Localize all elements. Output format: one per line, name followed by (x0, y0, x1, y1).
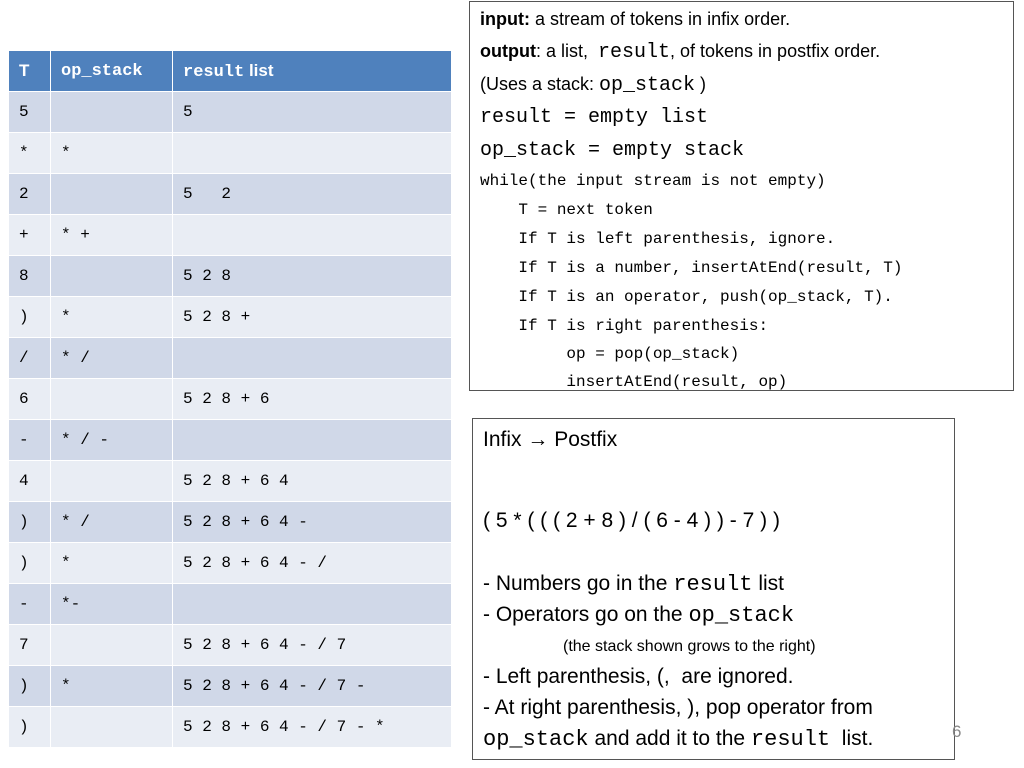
notes-numbers-mono: result (673, 572, 753, 597)
cell-result (173, 215, 452, 256)
cell-result (173, 133, 452, 174)
header-result-tail: list (244, 60, 274, 80)
infix-expression: ( 5 * ( ( ( 2 + 8 ) / ( 6 - 4 ) ) - 7 ) ) (483, 509, 780, 532)
table-row (9, 420, 452, 461)
cell-token: ) (9, 502, 51, 543)
right-arrow-icon: → (527, 428, 549, 451)
table-header-row (9, 51, 452, 92)
notes-title (483, 428, 617, 452)
table-row (9, 133, 452, 174)
algo-input-line (480, 9, 790, 30)
notes-last-a: and add it to the (588, 727, 751, 750)
cell-op-stack: * / (51, 338, 173, 379)
code-line: If T is right parenthesis: (480, 317, 769, 335)
cell-token: + (9, 215, 51, 256)
cell-token: ) (9, 707, 51, 748)
cell-token: ) (9, 297, 51, 338)
code-line: insertAtEnd(result, op) (480, 373, 788, 391)
cell-token: ) (9, 666, 51, 707)
algo-output-text-b: , of tokens in postfix order. (670, 41, 881, 61)
cell-result: 5 2 8 (173, 256, 452, 297)
table-row (9, 338, 452, 379)
cell-result (173, 338, 452, 379)
cell-op-stack: * / - (51, 420, 173, 461)
notes-numbers-a: - Numbers go in the (483, 572, 674, 595)
cell-op-stack (51, 707, 173, 748)
cell-op-stack: * + (51, 215, 173, 256)
cell-op-stack (51, 174, 173, 215)
table-row (9, 502, 452, 543)
table-row (9, 256, 452, 297)
notes-stack-note: (the stack shown grows to the right) (563, 638, 816, 655)
cell-token: 7 (9, 625, 51, 666)
notes-last-mono2: result (750, 727, 831, 752)
algo-input-label: input: (480, 9, 530, 29)
table-row (9, 215, 452, 256)
notes-last-mono: op_stack (483, 727, 589, 752)
cell-token: 4 (9, 461, 51, 502)
notes-numbers-line (483, 572, 784, 597)
cell-token: / (9, 338, 51, 379)
table-row (9, 461, 452, 502)
cell-op-stack (51, 256, 173, 297)
cell-result: 5 2 8 + 6 4 - (173, 502, 452, 543)
notes-left-paren: - Left parenthesis, (, are ignored. (483, 665, 794, 688)
notes-operators-mono: op_stack (688, 603, 795, 628)
cell-result (173, 584, 452, 625)
cell-token: * (9, 133, 51, 174)
table-row (9, 707, 452, 748)
cell-token: - (9, 420, 51, 461)
page-number: 6 (952, 722, 962, 741)
table-row (9, 584, 452, 625)
header-result-mono: result (183, 62, 245, 82)
trace-table (8, 50, 452, 748)
notes-operators-a: - Operators go on the (483, 603, 689, 626)
cell-op-stack (51, 461, 173, 502)
notes-last-line (483, 727, 873, 752)
header-result-list (173, 51, 452, 92)
cell-op-stack: * (51, 297, 173, 338)
notes-last-b: list. (830, 727, 874, 750)
trace-table-body (9, 92, 452, 748)
code-line: op = pop(op_stack) (480, 345, 740, 363)
code-line: T = next token (480, 201, 653, 219)
cell-token: 6 (9, 379, 51, 420)
cell-result: 5 2 8 + 6 (173, 379, 452, 420)
cell-op-stack: * (51, 666, 173, 707)
cell-result: 5 2 8 + (173, 297, 452, 338)
table-row (9, 297, 452, 338)
header-op-stack: op_stack (51, 51, 173, 92)
code-line: If T is an operator, push(op_stack, T). (480, 288, 893, 306)
table-row (9, 625, 452, 666)
cell-result: 5 2 8 + 6 4 - / (173, 543, 452, 584)
code-line: If T is left parenthesis, ignore. (480, 230, 836, 248)
algo-uses-text: (Uses a stack: (480, 74, 600, 94)
code-line: If T is a number, insertAtEnd(result, T) (480, 259, 903, 277)
algo-uses-mono: op_stack (599, 74, 696, 97)
table-row (9, 666, 452, 707)
cell-op-stack: * (51, 133, 173, 174)
cell-token: ) (9, 543, 51, 584)
notes-operators-line (483, 603, 794, 628)
table-row (9, 379, 452, 420)
algo-output-label: output (480, 41, 536, 61)
cell-result: 5 (173, 92, 452, 133)
cell-token: 2 (9, 174, 51, 215)
header-t: T (9, 51, 51, 92)
algo-input-text: a stream of tokens in infix order. (529, 9, 791, 29)
cell-op-stack (51, 625, 173, 666)
cell-op-stack: * (51, 543, 173, 584)
code-line: while(the input stream is not empty) (480, 172, 826, 190)
table-row (9, 92, 452, 133)
notes-right-paren: - At right parenthesis, ), pop operator from (483, 696, 873, 719)
cell-token: 5 (9, 92, 51, 133)
cell-op-stack: *- (51, 584, 173, 625)
cell-result (173, 420, 452, 461)
notes-title-infix: Infix (483, 428, 528, 451)
notes-numbers-b: list (752, 572, 784, 595)
cell-token: - (9, 584, 51, 625)
algo-output-line (480, 41, 880, 64)
cell-result: 5 2 8 + 6 4 - / 7 - * (173, 707, 452, 748)
cell-result: 5 2 8 + 6 4 (173, 461, 452, 502)
cell-op-stack (51, 379, 173, 420)
cell-result: 5 2 8 + 6 4 - / 7 - (173, 666, 452, 707)
table-row (9, 543, 452, 584)
algo-uses-close: ) (695, 74, 707, 94)
cell-result: 5 2 8 + 6 4 - / 7 (173, 625, 452, 666)
cell-op-stack: * / (51, 502, 173, 543)
algo-output-text-a: : a list, (535, 41, 598, 61)
table-row (9, 174, 452, 215)
cell-token: 8 (9, 256, 51, 297)
code-line-result-init: result = empty list (480, 106, 709, 129)
code-line-stack-init: op_stack = empty stack (480, 139, 745, 162)
cell-result: 5 2 (173, 174, 452, 215)
notes-title-postfix: Postfix (548, 428, 618, 451)
algorithm-box (469, 1, 1014, 391)
algo-output-mono: result (597, 41, 670, 64)
algo-uses-line (480, 74, 706, 97)
cell-op-stack (51, 92, 173, 133)
notes-box (472, 418, 955, 760)
